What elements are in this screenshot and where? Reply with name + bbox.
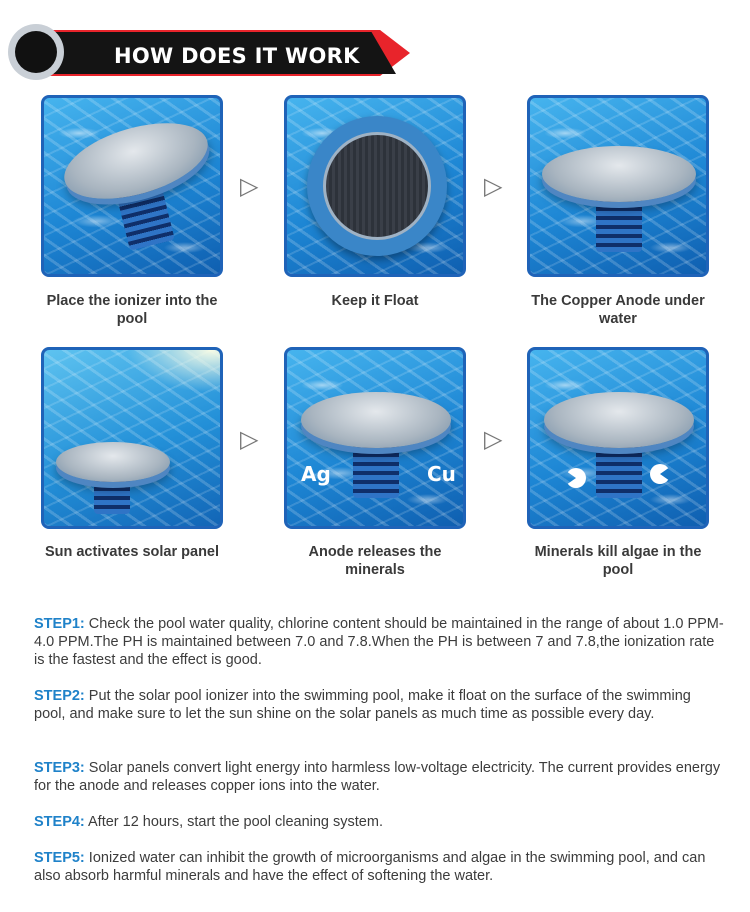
step-caption: The Copper Anode under water	[531, 293, 705, 327]
algae-eater-icon	[650, 464, 670, 484]
silver-ion-label: Ag	[301, 462, 331, 486]
step-paragraph	[34, 615, 724, 669]
step-label: STEP5:	[34, 850, 85, 866]
step-image-place-ionizer	[41, 95, 223, 277]
step-label: STEP2:	[34, 688, 85, 704]
algae-eater-icon	[566, 468, 586, 488]
step-image-kill-algae	[527, 347, 709, 529]
step-caption: Minerals kill algae in the pool	[534, 544, 702, 578]
step-image-anode-releases	[284, 347, 466, 529]
step-paragraph	[34, 759, 724, 795]
step-caption: Sun activates solar panel	[44, 544, 220, 560]
ionizer-float-icon	[544, 392, 694, 448]
step-text: Ionized water can inhibit the growth of microorganisms and algae in the swimming pool, and can also absorb harmful minerals and have the effect of softening the water.	[34, 850, 706, 884]
next-arrow-icon: ▷	[484, 425, 503, 453]
step-paragraph	[34, 813, 724, 831]
step-image-keep-float	[284, 95, 466, 277]
next-arrow-icon: ▷	[240, 425, 259, 453]
banner-bullet-inner	[15, 31, 57, 73]
step-paragraph	[34, 687, 724, 723]
step-label: STEP3:	[34, 760, 85, 776]
step-image-sun-activates	[41, 347, 223, 529]
solar-panel-icon	[323, 132, 431, 240]
step-image-copper-anode	[527, 95, 709, 277]
section-header-banner	[6, 14, 410, 78]
step-text: After 12 hours, start the pool cleaning system.	[84, 814, 383, 830]
step-text: Check the pool water quality, chlorine content should be maintained in the range of about 1.0 PPM-4.0 PPM.The PH is maintained between 7.0 and 7.8.When the PH is between 7 and 7.8,the ionization rate is the fastest and the effect is good.	[34, 616, 724, 668]
step-caption: Anode releases the minerals	[308, 544, 442, 578]
step-label: STEP4:	[34, 814, 85, 830]
copper-ion-label: Cu	[427, 462, 456, 486]
step-label: STEP1:	[34, 616, 85, 632]
step-paragraph	[34, 849, 724, 885]
next-arrow-icon: ▷	[484, 172, 503, 200]
ionizer-float-icon	[542, 146, 696, 202]
step-caption: Place the ionizer into the pool	[46, 293, 218, 327]
ionizer-float-icon	[301, 392, 451, 448]
next-arrow-icon: ▷	[240, 172, 259, 200]
step-text: Solar panels convert light energy into harmless low-voltage electricity. The current provides energy for the anode and releases copper ions into the water.	[34, 760, 721, 794]
step-text: Put the solar pool ionizer into the swimming pool, make it float on the surface of the swimming pool, and make sure to let the sun shine on the solar panels as much time as possible every day.	[34, 688, 691, 722]
step-caption: Keep it Float	[331, 293, 419, 309]
section-title: HOW DOES IT WORK	[114, 44, 360, 68]
ionizer-float-icon	[56, 442, 170, 482]
